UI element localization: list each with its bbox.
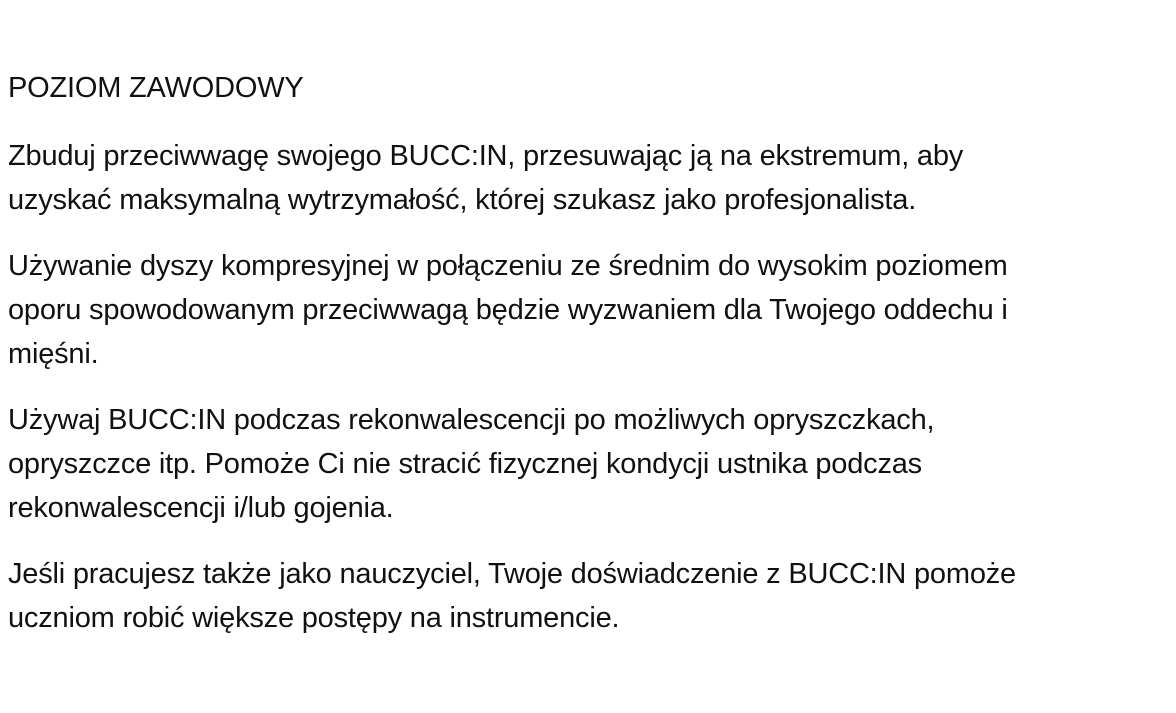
- paragraph-line: oporu spowodowanym przeciwwagą będzie wyzwaniem dla Twojego oddechu i: [8, 294, 1008, 326]
- paragraph-line: opryszczce itp. Pomoże Ci nie stracić fizycznej kondycji ustnika podczas: [8, 448, 922, 480]
- paragraph-line: Używaj BUCC:IN podczas rekonwalescencji po możliwych opryszczkach,: [8, 404, 935, 436]
- paragraph-recovery: [8, 398, 1176, 530]
- paragraph-line: uczniom robić większe postępy na instrumencie.: [8, 602, 620, 634]
- paragraph-line: Zbuduj przeciwwagę swojego BUCC:IN, przesuwając ją na ekstremum, aby: [8, 140, 964, 172]
- paragraph-line: uzyskać maksymalną wytrzymałość, której szukasz jako profesjonalista.: [8, 184, 917, 216]
- paragraph-line: mięśni.: [8, 338, 99, 370]
- paragraph-compression-nozzle: [8, 244, 1176, 376]
- paragraph-line: Używanie dyszy kompresyjnej w połączeniu ze średnim do wysokim poziomem: [8, 250, 1008, 282]
- paragraph-teacher: [8, 552, 1176, 640]
- document-body: [8, 66, 1176, 662]
- paragraph-line: rekonwalescencji i/lub gojenia.: [8, 492, 394, 524]
- page-title: POZIOM ZAWODOWY: [8, 72, 304, 104]
- paragraph-line: Jeśli pracujesz także jako nauczyciel, Twoje doświadczenie z BUCC:IN pomoże: [8, 558, 1016, 590]
- paragraph-counterweight: [8, 134, 1176, 222]
